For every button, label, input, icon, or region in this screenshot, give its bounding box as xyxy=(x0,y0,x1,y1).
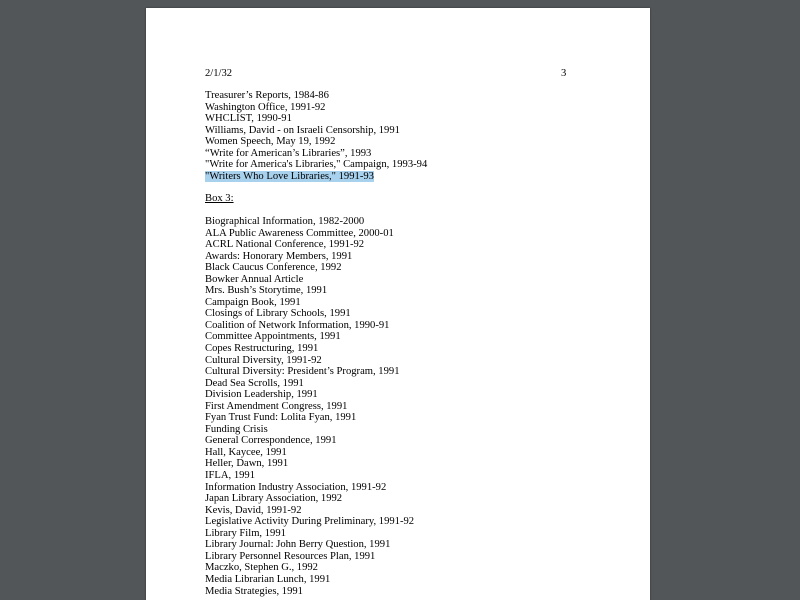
list-item: Cultural Diversity: President’s Program, 1991 xyxy=(205,366,400,378)
list-item-selected[interactable] xyxy=(205,171,585,183)
list-item: "Write for America's Libraries," Campaign, 1993-94 xyxy=(205,159,428,171)
list-item: Library Film, 1991 xyxy=(205,527,286,539)
list-item: Legislative Activity During Preliminary, 1991-92 xyxy=(205,516,415,528)
list-item: Division Leadership, 1991 xyxy=(205,389,318,401)
list-item: Black Caucus Conference, 1992 xyxy=(205,262,342,274)
list-item: General Correspondence, 1991 xyxy=(205,435,337,447)
list-item: Mrs. Bush’s Storytime, 1991 xyxy=(205,285,328,297)
list-item: Kevis, David, 1991-92 xyxy=(205,504,302,516)
list-item: Washington Office, 1991-92 xyxy=(205,101,326,113)
list-item: Copes Restructuring, 1991 xyxy=(205,343,319,355)
document-page[interactable] xyxy=(146,8,650,600)
list-item: Hall, Kaycee, 1991 xyxy=(205,446,287,458)
section-heading: Box 3: xyxy=(205,193,234,204)
list-item: Fyan Trust Fund: Lolita Fyan, 1991 xyxy=(205,412,357,424)
text-selection-highlight[interactable]: "Writers Who Love Libraries," 1991-93 xyxy=(205,170,374,182)
list-item: Biographical Information, 1982-2000 xyxy=(205,216,365,227)
list-item: Women Speech, May 19, 1992 xyxy=(205,136,336,148)
section-heading-box-3 xyxy=(205,193,585,205)
list-item: Closings of Library Schools, 1991 xyxy=(205,308,351,320)
list-item: Awards: Honorary Members, 1991 xyxy=(205,250,353,262)
box-3-list xyxy=(205,216,585,597)
box-2-list xyxy=(205,90,585,182)
list-item: Library Journal: John Berry Question, 1991 xyxy=(205,539,391,551)
list-item: ALA Public Awareness Committee, 2000-01 xyxy=(205,227,394,239)
list-item: Information Industry Association, 1991-92 xyxy=(205,481,387,493)
page-number: 3 xyxy=(561,68,567,79)
list-item: Williams, David - on Israeli Censorship, 1991 xyxy=(205,124,400,136)
list-item: ACRL National Conference, 1991-92 xyxy=(205,239,365,251)
list-item: First Amendment Congress, 1991 xyxy=(205,400,348,412)
list-item: Dead Sea Scrolls, 1991 xyxy=(205,377,304,389)
list-item: Treasurer’s Reports, 1984-86 xyxy=(205,90,329,101)
list-item: Committee Appointments, 1991 xyxy=(205,331,341,343)
list-item: “Write for American’s Libraries”, 1993 xyxy=(205,147,372,159)
list-item: Cultural Diversity, 1991-92 xyxy=(205,354,322,366)
list-item: Library Personnel Resources Plan, 1991 xyxy=(205,550,376,562)
list-item: Media Strategies, 1991 xyxy=(205,585,303,597)
list-item: Heller, Dawn, 1991 xyxy=(205,458,289,470)
list-item: WHCLIST, 1990-91 xyxy=(205,113,292,125)
list-item: Coalition of Network Information, 1990-91 xyxy=(205,319,390,331)
list-item: Bowker Annual Article xyxy=(205,273,304,285)
list-item: Japan Library Association, 1992 xyxy=(205,493,343,505)
list-item: IFLA, 1991 xyxy=(205,470,256,482)
list-item: Funding Crisis xyxy=(205,423,268,435)
list-item: Maczko, Stephen G., 1992 xyxy=(205,562,318,574)
list-item: Campaign Book, 1991 xyxy=(205,296,301,308)
header-date: 2/1/32 xyxy=(205,68,233,79)
list-item: Media Librarian Lunch, 1991 xyxy=(205,573,331,585)
